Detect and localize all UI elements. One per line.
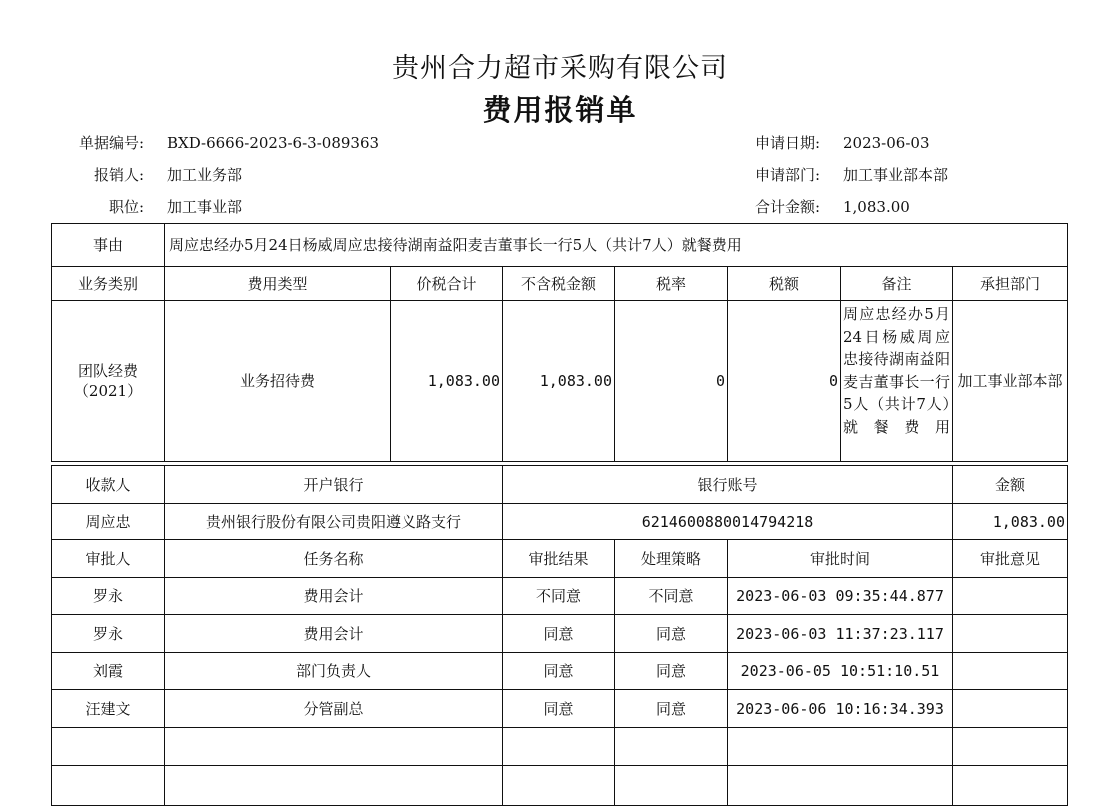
doc-no-value: BXD-6666-2023-6-3-089363 [167, 134, 380, 152]
expense-table [51, 223, 1068, 462]
approval-opinion [953, 690, 1068, 728]
header-expense-type: 费用类型 [165, 267, 391, 301]
reason-label: 事由 [52, 224, 165, 267]
position-label: 职位: [108, 198, 144, 216]
payee-amount: 1,083.00 [953, 504, 1068, 540]
header-amount-ex-tax: 不含税金额 [503, 267, 615, 301]
approval-time: 2023-06-05 10:51:10.51 [728, 653, 953, 690]
header-remark: 备注 [841, 267, 953, 301]
header-category: 业务类别 [52, 267, 165, 301]
header-task: 任务名称 [165, 540, 503, 578]
approval-time: 2023-06-06 10:16:34.393 [728, 690, 953, 728]
expense-dept: 加工事业部本部 [953, 301, 1068, 462]
meta-apply-date [740, 133, 1040, 153]
payee-row [52, 504, 1068, 540]
approval-result: 同意 [503, 690, 615, 728]
expense-type: 业务招待费 [165, 301, 391, 462]
header-bank: 开户银行 [165, 466, 503, 504]
approval-approver: 汪建文 [52, 690, 165, 728]
approval-approver: 罗永 [52, 578, 165, 615]
expense-remark: 周应忠经办5月24日杨威周应忠接待湖南益阳麦吉董事长一行5人（共计7人）就餐费用 [841, 301, 953, 462]
approval-result: 不同意 [503, 578, 615, 615]
reason-row [52, 224, 1068, 267]
approval-time: 2023-06-03 11:37:23.117 [728, 615, 953, 653]
approval-opinion [953, 653, 1068, 690]
approval-strategy: 不同意 [615, 578, 728, 615]
header-amount: 金额 [953, 466, 1068, 504]
meta-applicant [60, 165, 480, 185]
approval-row [52, 578, 1068, 615]
approval-result: 同意 [503, 615, 615, 653]
header-approver: 审批人 [52, 540, 165, 578]
apply-date-value: 2023-06-03 [843, 134, 930, 152]
approval-opinion [953, 578, 1068, 615]
header-payee: 收款人 [52, 466, 165, 504]
approval-task: 分管副总 [165, 690, 503, 728]
approval-task: 费用会计 [165, 615, 503, 653]
expense-total-with-tax: 1,083.00 [391, 301, 503, 462]
payee-account: 6214600880014794218 [503, 504, 953, 540]
expense-tax-rate: 0 [615, 301, 728, 462]
approval-time: 2023-06-03 09:35:44.877 [728, 578, 953, 615]
approval-strategy: 同意 [615, 690, 728, 728]
position-value: 加工事业部 [167, 198, 243, 216]
header-opinion: 审批意见 [953, 540, 1068, 578]
expense-category: 团队经费（2021） [52, 301, 165, 462]
meta-apply-dept [740, 165, 1040, 185]
approval-header-row [52, 540, 1068, 578]
payee-bank: 贵州银行股份有限公司贵阳遵义路支行 [165, 504, 503, 540]
total-label: 合计金额: [754, 198, 820, 216]
header-total-with-tax: 价税合计 [391, 267, 503, 301]
apply-date-label: 申请日期: [754, 134, 820, 152]
apply-dept-label: 申请部门: [754, 166, 820, 184]
expense-header-row [52, 267, 1068, 301]
meta-doc-no [60, 133, 480, 153]
meta-position [60, 197, 480, 217]
document-title: 费用报销单 [482, 93, 638, 127]
header-account: 银行账号 [503, 466, 953, 504]
company-name: 贵州合力超市采购有限公司 [392, 53, 728, 84]
payee-approval-table [51, 465, 1068, 806]
approval-approver: 罗永 [52, 615, 165, 653]
header-tax-amount: 税额 [728, 267, 841, 301]
expense-row [52, 301, 1068, 462]
approval-strategy: 同意 [615, 653, 728, 690]
total-value: 1,083.00 [843, 198, 910, 216]
applicant-value: 加工业务部 [167, 166, 243, 184]
header-tax-rate: 税率 [615, 267, 728, 301]
approval-row [52, 615, 1068, 653]
approval-approver: 刘霞 [52, 653, 165, 690]
expense-tax-amount: 0 [728, 301, 841, 462]
reason-text: 周应忠经办5月24日杨威周应忠接待湖南益阳麦吉董事长一行5人（共计7人）就餐费用 [165, 224, 1068, 267]
approval-opinion [953, 615, 1068, 653]
header-result: 审批结果 [503, 540, 615, 578]
payee-header-row [52, 466, 1068, 504]
approval-task: 费用会计 [165, 578, 503, 615]
doc-no-label: 单据编号: [78, 134, 144, 152]
header-time: 审批时间 [728, 540, 953, 578]
approval-row [52, 690, 1068, 728]
payee-name: 周应忠 [52, 504, 165, 540]
empty-row [52, 728, 1068, 766]
approval-row [52, 653, 1068, 690]
meta-total [740, 197, 1040, 217]
approval-task: 部门负责人 [165, 653, 503, 690]
applicant-label: 报销人: [93, 166, 144, 184]
header-strategy: 处理策略 [615, 540, 728, 578]
expense-amount-ex-tax: 1,083.00 [503, 301, 615, 462]
approval-strategy: 同意 [615, 615, 728, 653]
empty-row [52, 766, 1068, 806]
apply-dept-value: 加工事业部本部 [843, 166, 949, 184]
approval-result: 同意 [503, 653, 615, 690]
header-dept: 承担部门 [953, 267, 1068, 301]
